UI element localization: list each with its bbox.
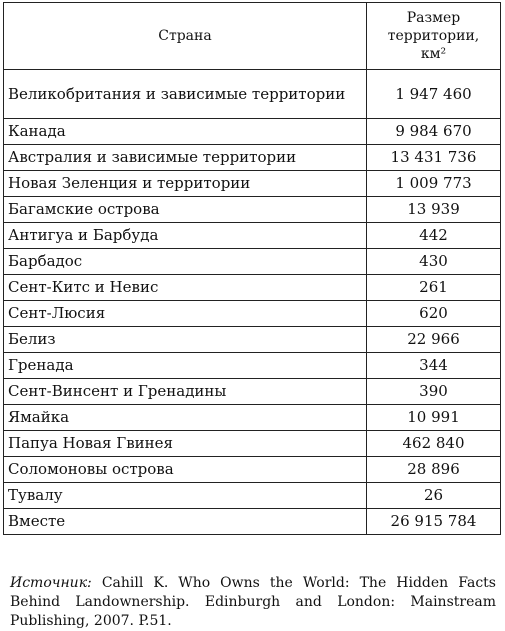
area-cell: 1 009 773 (367, 171, 501, 197)
area-cell: 442 (367, 223, 501, 249)
area-cell: 344 (367, 353, 501, 379)
table-header-row (4, 3, 501, 70)
country-cell: Сент-Китс и Невис (4, 275, 367, 301)
header-country: Страна (4, 3, 367, 70)
area-cell: 28 896 (367, 457, 501, 483)
country-cell: Гренада (4, 353, 367, 379)
source-text: Cahill K. Who Owns the World: The Hidden Facts Behind Landownership. Edinburgh and London: Mainstream Publishing, 2007. P.51. (10, 575, 496, 629)
country-cell: Сент-Люсия (4, 301, 367, 327)
table-row (4, 275, 501, 301)
country-cell: Канада (4, 119, 367, 145)
country-cell: Белиз (4, 327, 367, 353)
table-row (4, 197, 501, 223)
table-row-total (4, 509, 501, 535)
area-cell: 261 (367, 275, 501, 301)
area-cell: 390 (367, 379, 501, 405)
area-cell: 26 915 784 (367, 509, 501, 535)
area-cell: 10 991 (367, 405, 501, 431)
table-row (4, 405, 501, 431)
table-row (4, 457, 501, 483)
area-cell: 430 (367, 249, 501, 275)
country-cell: Великобритания и зависимые территории (4, 70, 367, 119)
country-cell: Сент-Винсент и Гренадины (4, 379, 367, 405)
country-cell: Соломоновы острова (4, 457, 367, 483)
country-cell: Австралия и зависимые территории (4, 145, 367, 171)
country-cell: Ямайка (4, 405, 367, 431)
area-cell: 462 840 (367, 431, 501, 457)
table-row (4, 70, 501, 119)
table-row (4, 223, 501, 249)
table-row (4, 379, 501, 405)
header-area-unit: км² (420, 46, 447, 62)
table-row (4, 483, 501, 509)
area-cell: 1 947 460 (367, 70, 501, 119)
country-cell: Барбадос (4, 249, 367, 275)
table-row (4, 353, 501, 379)
area-cell: 13 431 736 (367, 145, 501, 171)
table-row (4, 171, 501, 197)
table-row (4, 145, 501, 171)
area-cell: 620 (367, 301, 501, 327)
country-cell: Вместе (4, 509, 367, 535)
source-label: Источник: (10, 575, 92, 591)
country-cell: Новая Зеленция и территории (4, 171, 367, 197)
header-area (367, 3, 501, 70)
country-cell: Папуа Новая Гвинея (4, 431, 367, 457)
header-area-line2: территории, (387, 28, 480, 44)
table-row (4, 119, 501, 145)
area-cell: 13 939 (367, 197, 501, 223)
country-cell: Антигуа и Барбуда (4, 223, 367, 249)
table-row (4, 301, 501, 327)
header-area-line1: Размер (406, 10, 461, 26)
territory-table (3, 2, 501, 535)
area-cell: 22 966 (367, 327, 501, 353)
area-cell: 26 (367, 483, 501, 509)
table-row (4, 327, 501, 353)
table-row (4, 249, 501, 275)
country-cell: Тувалу (4, 483, 367, 509)
country-cell: Багамские острова (4, 197, 367, 223)
area-cell: 9 984 670 (367, 119, 501, 145)
source-note (10, 574, 496, 631)
table-row (4, 431, 501, 457)
